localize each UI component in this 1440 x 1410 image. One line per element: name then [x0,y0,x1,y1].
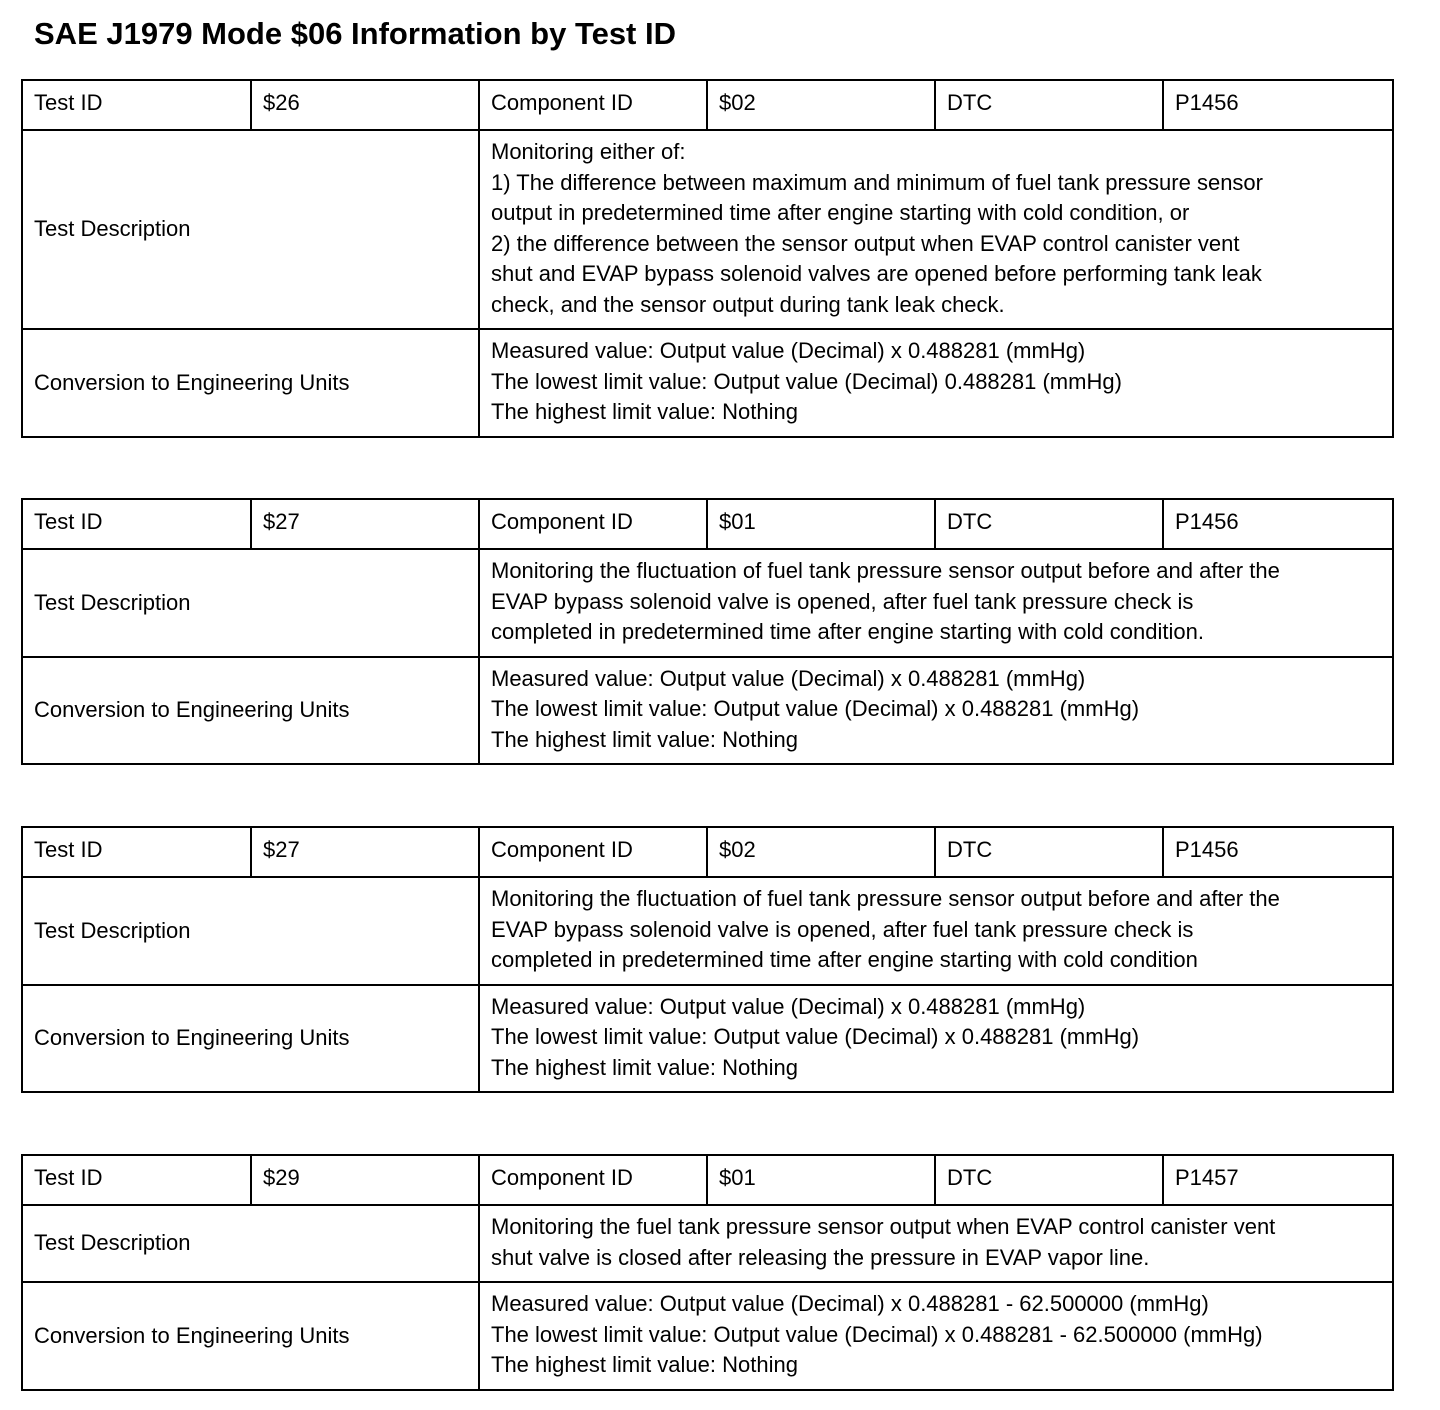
description-line: Monitoring the fluctuation of fuel tank pressure sensor output before and after the [491,558,1280,583]
test-description-value [479,877,1393,985]
component-id-label: Component ID [479,80,707,130]
description-line: 2) the difference between the sensor output when EVAP control canister vent [491,230,1240,256]
conversion-label: Conversion to Engineering Units [22,657,479,765]
dtc-label: DTC [935,499,1163,549]
conversion-value [479,657,1393,765]
test-id-label: Test ID [22,499,251,549]
test-description-value [479,130,1393,329]
test-id-label: Test ID [22,827,251,877]
dtc-value: P1456 [1163,80,1393,130]
component-id-value: $02 [707,80,935,130]
component-id-value: $01 [707,499,935,549]
test-id-table [21,826,1394,1093]
component-id-value: $02 [707,827,935,877]
conversion-value [479,1282,1393,1390]
conversion-row [22,329,1393,437]
description-line: output in predetermined time after engine starting with cold condition, or [491,200,1190,225]
conversion-row [22,657,1393,765]
test-description-label: Test Description [22,130,479,329]
description-line: shut and EVAP bypass solenoid valves are opened before performing tank leak [491,261,1262,286]
conversion-line: The highest limit value: Nothing [491,1054,798,1080]
test-id-table [21,498,1394,765]
conversion-line: The lowest limit value: Output value (Decimal) 0.488281 (mmHg) [491,368,1122,394]
description-line: completed in predetermined time after engine starting with cold condition [491,947,1198,972]
conversion-line: Measured value: Output value (Decimal) x 0.488281 (mmHg) [491,993,1086,1019]
page-title: SAE J1979 Mode $06 Information by Test ID [34,16,676,51]
conversion-line: Measured value: Output value (Decimal) x 0.488281 (mmHg) [491,665,1086,691]
conversion-line: The highest limit value: Nothing [491,1352,798,1377]
test-id-value: $29 [251,1155,479,1205]
component-id-value: $01 [707,1155,935,1205]
conversion-line: Measured value: Output value (Decimal) x 0.488281 (mmHg) [491,338,1086,363]
conversion-line: The highest limit value: Nothing [491,399,798,424]
description-row [22,549,1393,657]
id-row [22,1155,1393,1205]
test-description-label: Test Description [22,549,479,657]
description-line: Monitoring the fluctuation of fuel tank pressure sensor output before and after the [491,886,1280,911]
dtc-value: P1456 [1163,827,1393,877]
dtc-label: DTC [935,827,1163,877]
dtc-value: P1457 [1163,1155,1393,1205]
description-row [22,1205,1393,1282]
conversion-label: Conversion to Engineering Units [22,985,479,1093]
id-row [22,499,1393,549]
description-line: Monitoring either of: [491,139,686,164]
description-row [22,877,1393,985]
component-id-label: Component ID [479,499,707,549]
description-row [22,130,1393,329]
id-row [22,80,1393,130]
test-id-label: Test ID [22,1155,251,1205]
component-id-label: Component ID [479,827,707,877]
conversion-label: Conversion to Engineering Units [22,329,479,437]
conversion-line: The lowest limit value: Output value (Decimal) x 0.488281 - 62.500000 (mmHg) [491,1321,1263,1347]
test-description-value [479,1205,1393,1282]
test-id-table [21,79,1394,438]
conversion-line: The lowest limit value: Output value (Decimal) x 0.488281 (mmHg) [491,696,1140,721]
test-id-value: $27 [251,499,479,549]
id-row [22,827,1393,877]
conversion-label: Conversion to Engineering Units [22,1282,479,1390]
test-description-value [479,549,1393,657]
description-line: 1) The difference between maximum and minimum of fuel tank pressure sensor [491,169,1263,195]
description-line: shut valve is closed after releasing the pressure in EVAP vapor line. [491,1244,1150,1270]
test-description-label: Test Description [22,877,479,985]
description-line: EVAP bypass solenoid valve is opened, after fuel tank pressure check is [491,588,1194,614]
test-id-table [21,1154,1394,1391]
conversion-row [22,1282,1393,1390]
test-id-value: $27 [251,827,479,877]
test-id-value: $26 [251,80,479,130]
conversion-line: The lowest limit value: Output value (Decimal) x 0.488281 (mmHg) [491,1024,1140,1049]
description-line: EVAP bypass solenoid valve is opened, after fuel tank pressure check is [491,916,1194,942]
dtc-value: P1456 [1163,499,1393,549]
description-line: check, and the sensor output during tank leak check. [491,291,1005,317]
conversion-line: The highest limit value: Nothing [491,726,798,752]
test-id-label: Test ID [22,80,251,130]
conversion-value [479,329,1393,437]
conversion-value [479,985,1393,1093]
conversion-row [22,985,1393,1093]
description-line: Monitoring the fuel tank pressure sensor output when EVAP control canister vent [491,1214,1276,1239]
description-line: completed in predetermined time after engine starting with cold condition. [491,619,1204,644]
test-description-label: Test Description [22,1205,479,1282]
dtc-label: DTC [935,1155,1163,1205]
conversion-line: Measured value: Output value (Decimal) x 0.488281 - 62.500000 (mmHg) [491,1291,1209,1316]
component-id-label: Component ID [479,1155,707,1205]
dtc-label: DTC [935,80,1163,130]
